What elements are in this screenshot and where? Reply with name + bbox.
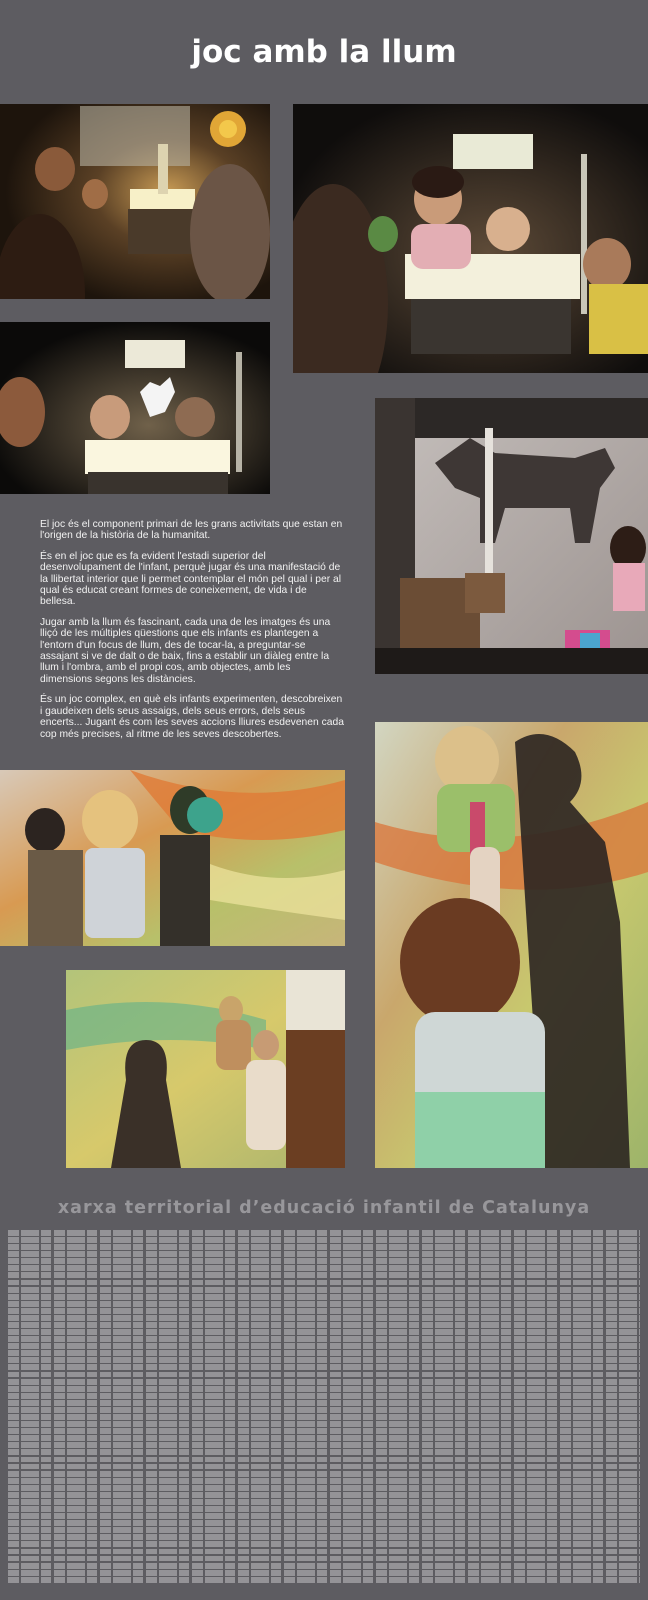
paragraph: És un joc complex, en què els infants experimenten, descobreixen i gaudeixen dels seus assaigs, dels seus errors, dels seus encerts... Jugant és com les seves accions lliures esdevenen cada cop més precises, al ritme de les seves descobertes. [40,694,344,740]
photo-children-projection-colors [0,770,345,946]
paragraph: Jugar amb la llum és fascinant, cada una de les imatges és una lliçó de les múltiples qüestions que els infants es plantegen a l'entorn d'un focus de llum, des de tocar-la, a preguntar-se assajant si ve de dalt o de baix, fins a establir un diàleg entre la llum i l'ombra, amb el propi cos, amb objectes, amb les dimensions segons les distàncies. [40,616,331,685]
organization-title: xarxa territorial d’educació infantil de Catalunya [57,1198,591,1218]
photo-children-light-table [293,104,648,373]
paragraph: El joc és el component primari de les grans activitats que estan en l'origen de la història de la humanitat. [40,519,343,542]
photo-child-hand-light [0,322,270,494]
page-title: joc amb la llum [191,34,457,70]
photo-animal-shadow-wall [375,398,648,674]
photo-child-raised-shadow [375,722,648,1168]
participants-list [8,1230,640,1590]
paragraph: És en el joc que es fa evident l'estadi superior del desenvolupament de l'infant, perquè jugar és una manifestació de la llibertat interior que li permet contemplar el món pel qual i per al qual és educat creant formes de coneixement, de vida i de bellesa. [40,550,342,608]
photo-projector-classroom [0,104,270,299]
photo-puppet-shadows [66,970,345,1168]
description-text [40,519,345,749]
